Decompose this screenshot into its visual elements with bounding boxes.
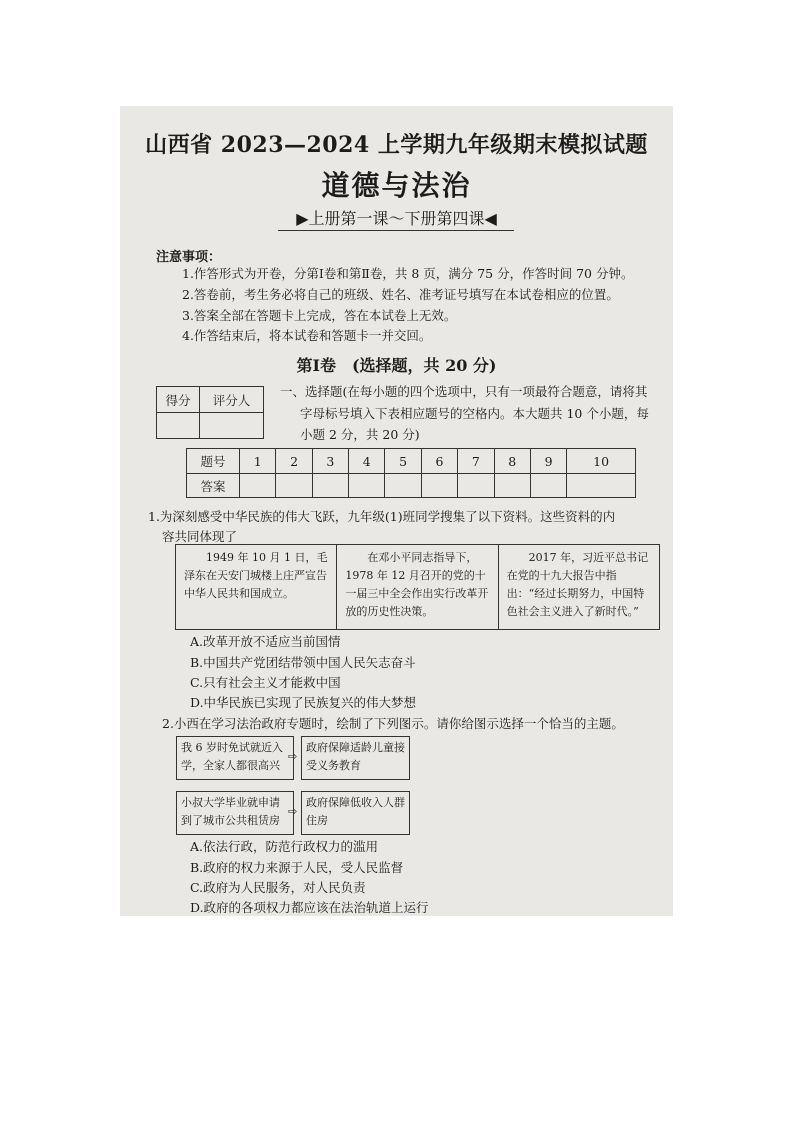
q1-option-b: B.中国共产党团结带领中国人民矢志奋斗 bbox=[190, 655, 416, 670]
q1-material: 在邓小平同志指导下，1978 年 12 月召开的党的十一届三中全会作出实行改革开放的历史性决策。 bbox=[337, 545, 498, 629]
answer-cell bbox=[240, 474, 276, 498]
answer-cell bbox=[385, 474, 421, 498]
score-box bbox=[156, 386, 264, 439]
question-number: 5 bbox=[385, 449, 421, 474]
note-item: 3.答案全部在答题卡上完成，答在本试卷上无效。 bbox=[182, 308, 457, 323]
q1-material: 2017 年，习近平总书记在党的十九大报告中指出：“经过长期努力，中国特色社会主义进入了新时代。” bbox=[506, 551, 649, 618]
answer-cell bbox=[458, 474, 494, 498]
q1-option-a: A.改革开放不适应当前国情 bbox=[190, 634, 341, 649]
question-number: 9 bbox=[530, 449, 566, 474]
flow-box-right: 政府保障低收入人群住房 bbox=[301, 791, 410, 835]
question-number: 4 bbox=[349, 449, 385, 474]
instruction-line: 一、选择题(在每小题的四个选项中，只有一项最符合题意，请将其 bbox=[280, 384, 648, 399]
q2-option-c: C.政府为人民服务，对人民负责 bbox=[190, 880, 366, 895]
answer-table bbox=[186, 448, 636, 498]
answer-cell bbox=[494, 474, 530, 498]
q1-material: 1949 年 10 月 1 日，毛泽东在天安门城楼上庄严宣告中华人民共和国成立。 bbox=[176, 545, 337, 629]
question-number-label: 题号 bbox=[187, 449, 240, 474]
q1-option-c: C.只有社会主义才能救中国 bbox=[190, 675, 341, 690]
instruction-line: 小题 2 分，共 20 分) bbox=[300, 427, 420, 442]
answer-label: 答案 bbox=[187, 474, 240, 498]
answer-cell bbox=[421, 474, 457, 498]
subject-title: 道德与法治 bbox=[321, 169, 472, 202]
flow-box-left: 我 6 岁时免试就近入学，全家人都很高兴 bbox=[176, 736, 294, 780]
flow-box-left: 小叔大学毕业就申请到了城市公共租赁房 bbox=[176, 791, 294, 835]
q2-option-b: B.政府的权力来源于人民，受人民监督 bbox=[190, 860, 404, 875]
grader-label: 评分人 bbox=[200, 387, 264, 413]
notes-heading: 注意事项： bbox=[156, 250, 222, 265]
scope-underline bbox=[278, 230, 514, 231]
answer-cell bbox=[530, 474, 566, 498]
answer-cell bbox=[567, 474, 636, 498]
grader-cell bbox=[200, 413, 264, 439]
q1-stem: 1.为深刻感受中华民族的伟大飞跃，九年级(1)班同学搜集了以下资料。这些资料的内 bbox=[148, 509, 616, 524]
question-number: 8 bbox=[494, 449, 530, 474]
note-item: 4.作答结束后，将本试卷和答题卡一并交回。 bbox=[182, 328, 432, 343]
question-number: 3 bbox=[312, 449, 348, 474]
exam-title: 山西省 2023—2024 上学期九年级期末模拟试题 bbox=[145, 132, 648, 158]
note-item: 1.作答形式为开卷，分第Ⅰ卷和第Ⅱ卷，共 8 页，满分 75 分，作答时间 70 分钟。 bbox=[182, 266, 634, 281]
section-title: 第Ⅰ卷 (选择题，共 20 分) bbox=[296, 356, 497, 375]
question-number: 2 bbox=[276, 449, 312, 474]
question-number: 1 bbox=[240, 449, 276, 474]
score-label: 得分 bbox=[157, 387, 200, 413]
answer-cell bbox=[276, 474, 312, 498]
score-cell bbox=[157, 413, 200, 439]
q1-stem: 容共同体现了 bbox=[162, 529, 238, 544]
q2-option-d: D.政府的各项权力都应该在法治轨道上运行 bbox=[190, 900, 429, 915]
note-item: 2.答卷前，考生务必将自己的班级、姓名、准考证号填写在本试卷相应的位置。 bbox=[182, 287, 619, 302]
q2-option-a: A.依法行政，防范行政权力的滥用 bbox=[190, 839, 379, 854]
question-number: 7 bbox=[458, 449, 494, 474]
exam-paper-photo bbox=[120, 106, 673, 916]
flow-box-right: 政府保障适龄儿童接受义务教育 bbox=[301, 736, 410, 780]
question-number: 10 bbox=[567, 449, 636, 474]
exam-scope: ▶上册第一课～下册第四课◀ bbox=[296, 209, 497, 228]
q1-materials bbox=[175, 544, 660, 630]
q2-stem: 2.小西在学习法治政府专题时，绘制了下列图示。请你给图示选择一个恰当的主题。 bbox=[162, 716, 624, 731]
answer-cell bbox=[312, 474, 348, 498]
instruction-line: 字母标号填入下表相应题号的空格内。本大题共 10 个小题，每 bbox=[300, 406, 649, 421]
question-number: 6 bbox=[421, 449, 457, 474]
flow-arrow-icon: ⇨ bbox=[288, 805, 298, 818]
answer-cell bbox=[349, 474, 385, 498]
flow-arrow-icon: ⇨ bbox=[288, 750, 298, 763]
q1-option-d: D.中华民族已实现了民族复兴的伟大梦想 bbox=[190, 695, 417, 710]
